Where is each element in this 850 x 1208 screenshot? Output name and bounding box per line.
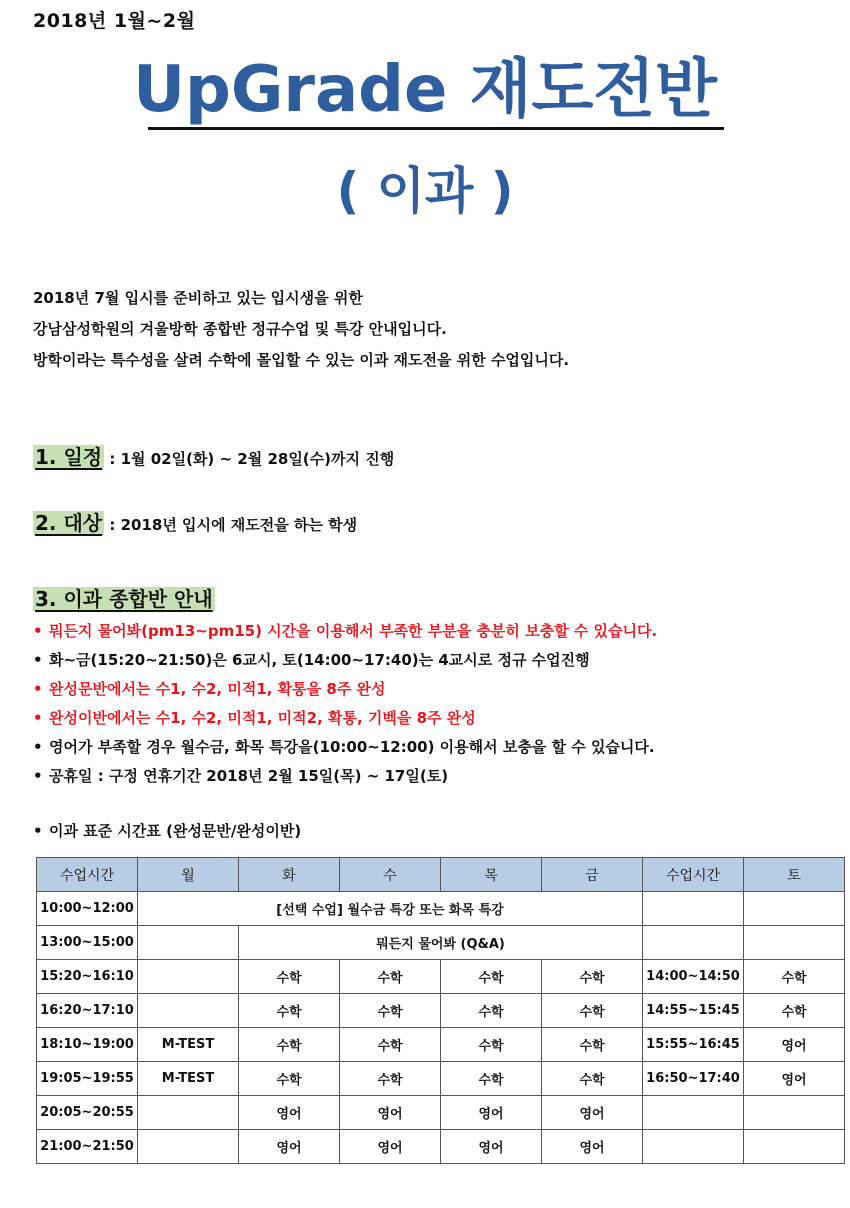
section-description: : 1월 02일(화) ~ 2월 28일(수)까지 진행 xyxy=(104,450,395,468)
table-row xyxy=(37,960,845,994)
merged-cell: 뭐든지 물어봐 (Q&A) xyxy=(239,926,643,960)
intro-paragraph xyxy=(33,283,569,376)
bullet-icon: • xyxy=(33,622,43,640)
table-cell: 수학 xyxy=(441,1062,542,1096)
bullet-text: 공휴일 : 구정 연휴기간 2018년 2월 15일(목) ~ 17일(토) xyxy=(49,767,449,785)
table-cell xyxy=(643,926,744,960)
table-cell: 수학 xyxy=(542,994,643,1028)
table-cell: 영어 xyxy=(239,1096,340,1130)
header-cell: 토 xyxy=(744,858,845,892)
table-cell xyxy=(138,994,239,1028)
time-cell: 14:00~14:50 xyxy=(643,960,744,994)
table-row xyxy=(37,1096,845,1130)
bullet-icon: • xyxy=(33,822,43,840)
table-cell: 수학 xyxy=(239,1028,340,1062)
table-cell xyxy=(744,926,845,960)
table-row xyxy=(37,994,845,1028)
guide-bullet-list xyxy=(33,617,657,791)
table-cell xyxy=(138,1096,239,1130)
bullet-icon: • xyxy=(33,680,43,698)
section-heading: 2. 대상 xyxy=(35,511,103,535)
time-cell xyxy=(643,1130,744,1164)
page-subtitle: ( 이과 ) xyxy=(336,162,514,220)
table-cell: 수학 xyxy=(340,994,441,1028)
table-cell: 수학 xyxy=(441,960,542,994)
header-cell: 월 xyxy=(138,858,239,892)
table-row xyxy=(37,1062,845,1096)
table-cell xyxy=(138,926,239,960)
timetable-label-text: 이과 표준 시간표 (완성문반/완성이반) xyxy=(49,822,302,840)
table-cell xyxy=(138,1130,239,1164)
section-schedule xyxy=(33,441,394,470)
title-underline xyxy=(148,127,724,130)
table-cell: 수학 xyxy=(441,1028,542,1062)
intro-line: 2018년 7월 입시를 준비하고 있는 입시생을 위한 xyxy=(33,289,363,307)
section-target xyxy=(33,507,357,536)
table-cell xyxy=(138,960,239,994)
bullet-text: 완성이반에서는 수1, 수2, 미적1, 미적2, 확통, 기벡을 8주 완성 xyxy=(49,709,476,727)
table-cell: 수학 xyxy=(744,960,845,994)
table-cell: 수학 xyxy=(542,1028,643,1062)
table-cell: 수학 xyxy=(239,1062,340,1096)
header-cell: 화 xyxy=(239,858,340,892)
timetable-header-row xyxy=(37,858,845,892)
table-cell: M-TEST xyxy=(138,1062,239,1096)
table-cell: 수학 xyxy=(744,994,845,1028)
table-cell: 영어 xyxy=(239,1130,340,1164)
bullet-text: 뭐든지 물어봐(pm13~pm15) 시간을 이용해서 부족한 부분을 충분히 보충할 수 있습니다. xyxy=(49,622,658,640)
guide-bullet-item xyxy=(33,733,657,762)
header-cell: 금 xyxy=(542,858,643,892)
guide-bullet-item xyxy=(33,646,657,675)
table-cell: 영어 xyxy=(542,1130,643,1164)
table-row xyxy=(37,926,845,960)
period-heading: 2018년 1월~2월 xyxy=(33,10,196,32)
time-cell: 20:05~20:55 xyxy=(37,1096,138,1130)
time-cell: 21:00~21:50 xyxy=(37,1130,138,1164)
table-cell: 영어 xyxy=(441,1096,542,1130)
section-guide xyxy=(33,583,215,612)
bullet-icon: • xyxy=(33,651,43,669)
table-cell: 영어 xyxy=(441,1130,542,1164)
table-cell: 영어 xyxy=(340,1130,441,1164)
section-heading: 3. 이과 종합반 안내 xyxy=(35,587,213,611)
intro-line: 강남삼성학원의 겨울방학 종합반 정규수업 및 특강 안내입니다. xyxy=(33,320,447,338)
table-cell: M-TEST xyxy=(138,1028,239,1062)
table-cell: 수학 xyxy=(340,1062,441,1096)
bullet-icon: • xyxy=(33,738,43,756)
header-cell: 수업시간 xyxy=(643,858,744,892)
bullet-text: 화~금(15:20~21:50)은 6교시, 토(14:00~17:40)는 4교시로 정규 수업진행 xyxy=(49,651,590,669)
time-cell: 10:00~12:00 xyxy=(37,892,138,926)
timetable xyxy=(36,857,845,1164)
table-cell xyxy=(643,892,744,926)
time-cell: 15:20~16:10 xyxy=(37,960,138,994)
bullet-text: 완성문반에서는 수1, 수2, 미적1, 확통을 8주 완성 xyxy=(49,680,386,698)
time-cell: 18:10~19:00 xyxy=(37,1028,138,1062)
guide-bullet-item xyxy=(33,762,657,791)
bullet-text: 영어가 부족할 경우 월수금, 화목 특강을(10:00~12:00) 이용해서 보충을 할 수 있습니다. xyxy=(49,738,655,756)
table-cell: 수학 xyxy=(239,994,340,1028)
time-cell: 19:05~19:55 xyxy=(37,1062,138,1096)
table-cell xyxy=(744,1096,845,1130)
table-cell xyxy=(744,1130,845,1164)
merged-cell: [선택 수업] 월수금 특강 또는 화목 특강 xyxy=(138,892,643,926)
header-cell: 목 xyxy=(441,858,542,892)
header-cell: 수업시간 xyxy=(37,858,138,892)
guide-bullet-item xyxy=(33,617,657,646)
table-cell: 영어 xyxy=(542,1096,643,1130)
header-cell: 수 xyxy=(340,858,441,892)
time-cell: 14:55~15:45 xyxy=(643,994,744,1028)
time-cell: 16:20~17:10 xyxy=(37,994,138,1028)
table-cell: 영어 xyxy=(744,1028,845,1062)
table-cell: 수학 xyxy=(441,994,542,1028)
table-cell: 수학 xyxy=(542,960,643,994)
table-cell: 수학 xyxy=(542,1062,643,1096)
timetable-label xyxy=(33,820,301,841)
table-row xyxy=(37,1130,845,1164)
table-row xyxy=(37,1028,845,1062)
time-cell: 13:00~15:00 xyxy=(37,926,138,960)
table-row xyxy=(37,892,845,926)
table-cell: 영어 xyxy=(340,1096,441,1130)
bullet-icon: • xyxy=(33,709,43,727)
guide-bullet-item xyxy=(33,675,657,704)
table-cell xyxy=(744,892,845,926)
table-cell: 영어 xyxy=(744,1062,845,1096)
section-heading: 1. 일정 xyxy=(35,445,103,469)
table-cell: 수학 xyxy=(340,1028,441,1062)
intro-line: 방학이라는 특수성을 살려 수학에 몰입할 수 있는 이과 재도전을 위한 수업입니다. xyxy=(33,351,570,369)
guide-bullet-item xyxy=(33,704,657,733)
table-cell: 수학 xyxy=(239,960,340,994)
bullet-icon: • xyxy=(33,767,43,785)
time-cell: 16:50~17:40 xyxy=(643,1062,744,1096)
section-description: : 2018년 입시에 재도전을 하는 학생 xyxy=(104,516,358,534)
page-title: UpGrade 재도전반 xyxy=(133,53,717,127)
time-cell: 15:55~16:45 xyxy=(643,1028,744,1062)
table-cell: 수학 xyxy=(340,960,441,994)
time-cell xyxy=(643,1096,744,1130)
